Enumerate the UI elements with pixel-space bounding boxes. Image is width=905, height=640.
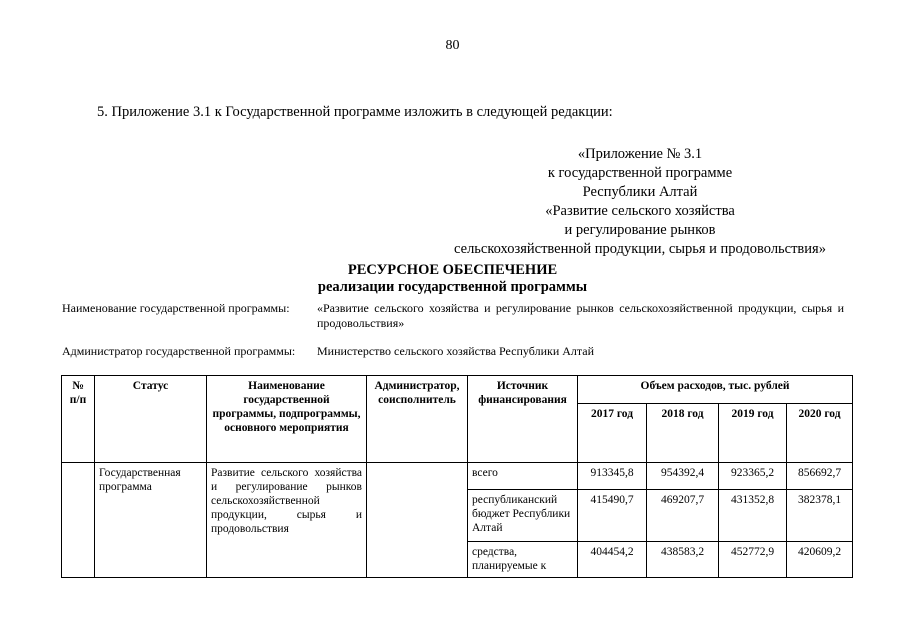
source-cell: средства, планируемые к (468, 542, 578, 578)
appendix-line: к государственной программе (547, 165, 733, 181)
status-cell: Государственная программа (95, 463, 207, 578)
intro-paragraph: 5. Приложение 3.1 к Государственной программе изложить в следующей редакции: (97, 104, 613, 120)
value-cell: 856692,7 (787, 463, 853, 490)
value-cell: 452772,9 (719, 542, 787, 578)
value-cell: 431352,8 (719, 490, 787, 542)
page-number: 80 (445, 38, 460, 53)
header-expenses: Объем расходов, тыс. рублей (578, 376, 853, 404)
appendix-block (430, 145, 850, 259)
program-name-cell: Развитие сельского хозяйства и регулирование рынков сельскохозяйственной продукции, сырья и продовольствия (207, 463, 367, 578)
appendix-line: «Развитие сельского хозяйства (545, 203, 735, 219)
appendix-line: «Приложение № 3.1 (577, 146, 703, 162)
value-cell: 404454,2 (578, 542, 647, 578)
resource-table (61, 375, 853, 578)
value-cell: 923365,2 (719, 463, 787, 490)
administrator-label: Администратор государственной программы: (62, 344, 296, 358)
header-num: № п/п (62, 376, 95, 463)
value-cell: 420609,2 (787, 542, 853, 578)
admin-cell (367, 463, 468, 578)
appendix-line: сельскохозяйственной продукции, сырья и продовольствия» (454, 241, 826, 257)
source-cell: республиканский бюджет Республики Алтай (468, 490, 578, 542)
header-year: 2019 год (719, 404, 787, 463)
header-status: Статус (95, 376, 207, 463)
value-cell: 438583,2 (647, 542, 719, 578)
section-subheading: реализации государственной программы (317, 279, 588, 295)
header-year: 2018 год (647, 404, 719, 463)
appendix-line: и регулирование рынков (564, 222, 716, 238)
appendix-line: Республики Алтай (582, 184, 698, 200)
value-cell: 954392,4 (647, 463, 719, 490)
header-name: Наименование государственной программы, подпрограммы, основного мероприятия (207, 376, 367, 463)
header-year: 2020 год (787, 404, 853, 463)
table-row (62, 463, 853, 490)
value-cell: 913345,8 (578, 463, 647, 490)
value-cell: 469207,7 (647, 490, 719, 542)
value-cell: 382378,1 (787, 490, 853, 542)
header-admin: Администратор, соисполнитель (367, 376, 468, 463)
value-cell: 415490,7 (578, 490, 647, 542)
section-heading: РЕСУРСНОЕ ОБЕСПЕЧЕНИЕ (347, 262, 558, 278)
row-num-cell (62, 463, 95, 578)
header-source: Источник финансирования (468, 376, 578, 463)
program-name-value: «Развитие сельского хозяйства и регулирование рынков сельскохозяйственной продукции, сырья и продовольствия» (317, 301, 844, 330)
source-cell: всего (468, 463, 578, 490)
program-name-label: Наименование государственной программы: (62, 301, 290, 315)
administrator-value: Министерство сельского хозяйства Республики Алтай (317, 344, 595, 358)
header-year: 2017 год (578, 404, 647, 463)
